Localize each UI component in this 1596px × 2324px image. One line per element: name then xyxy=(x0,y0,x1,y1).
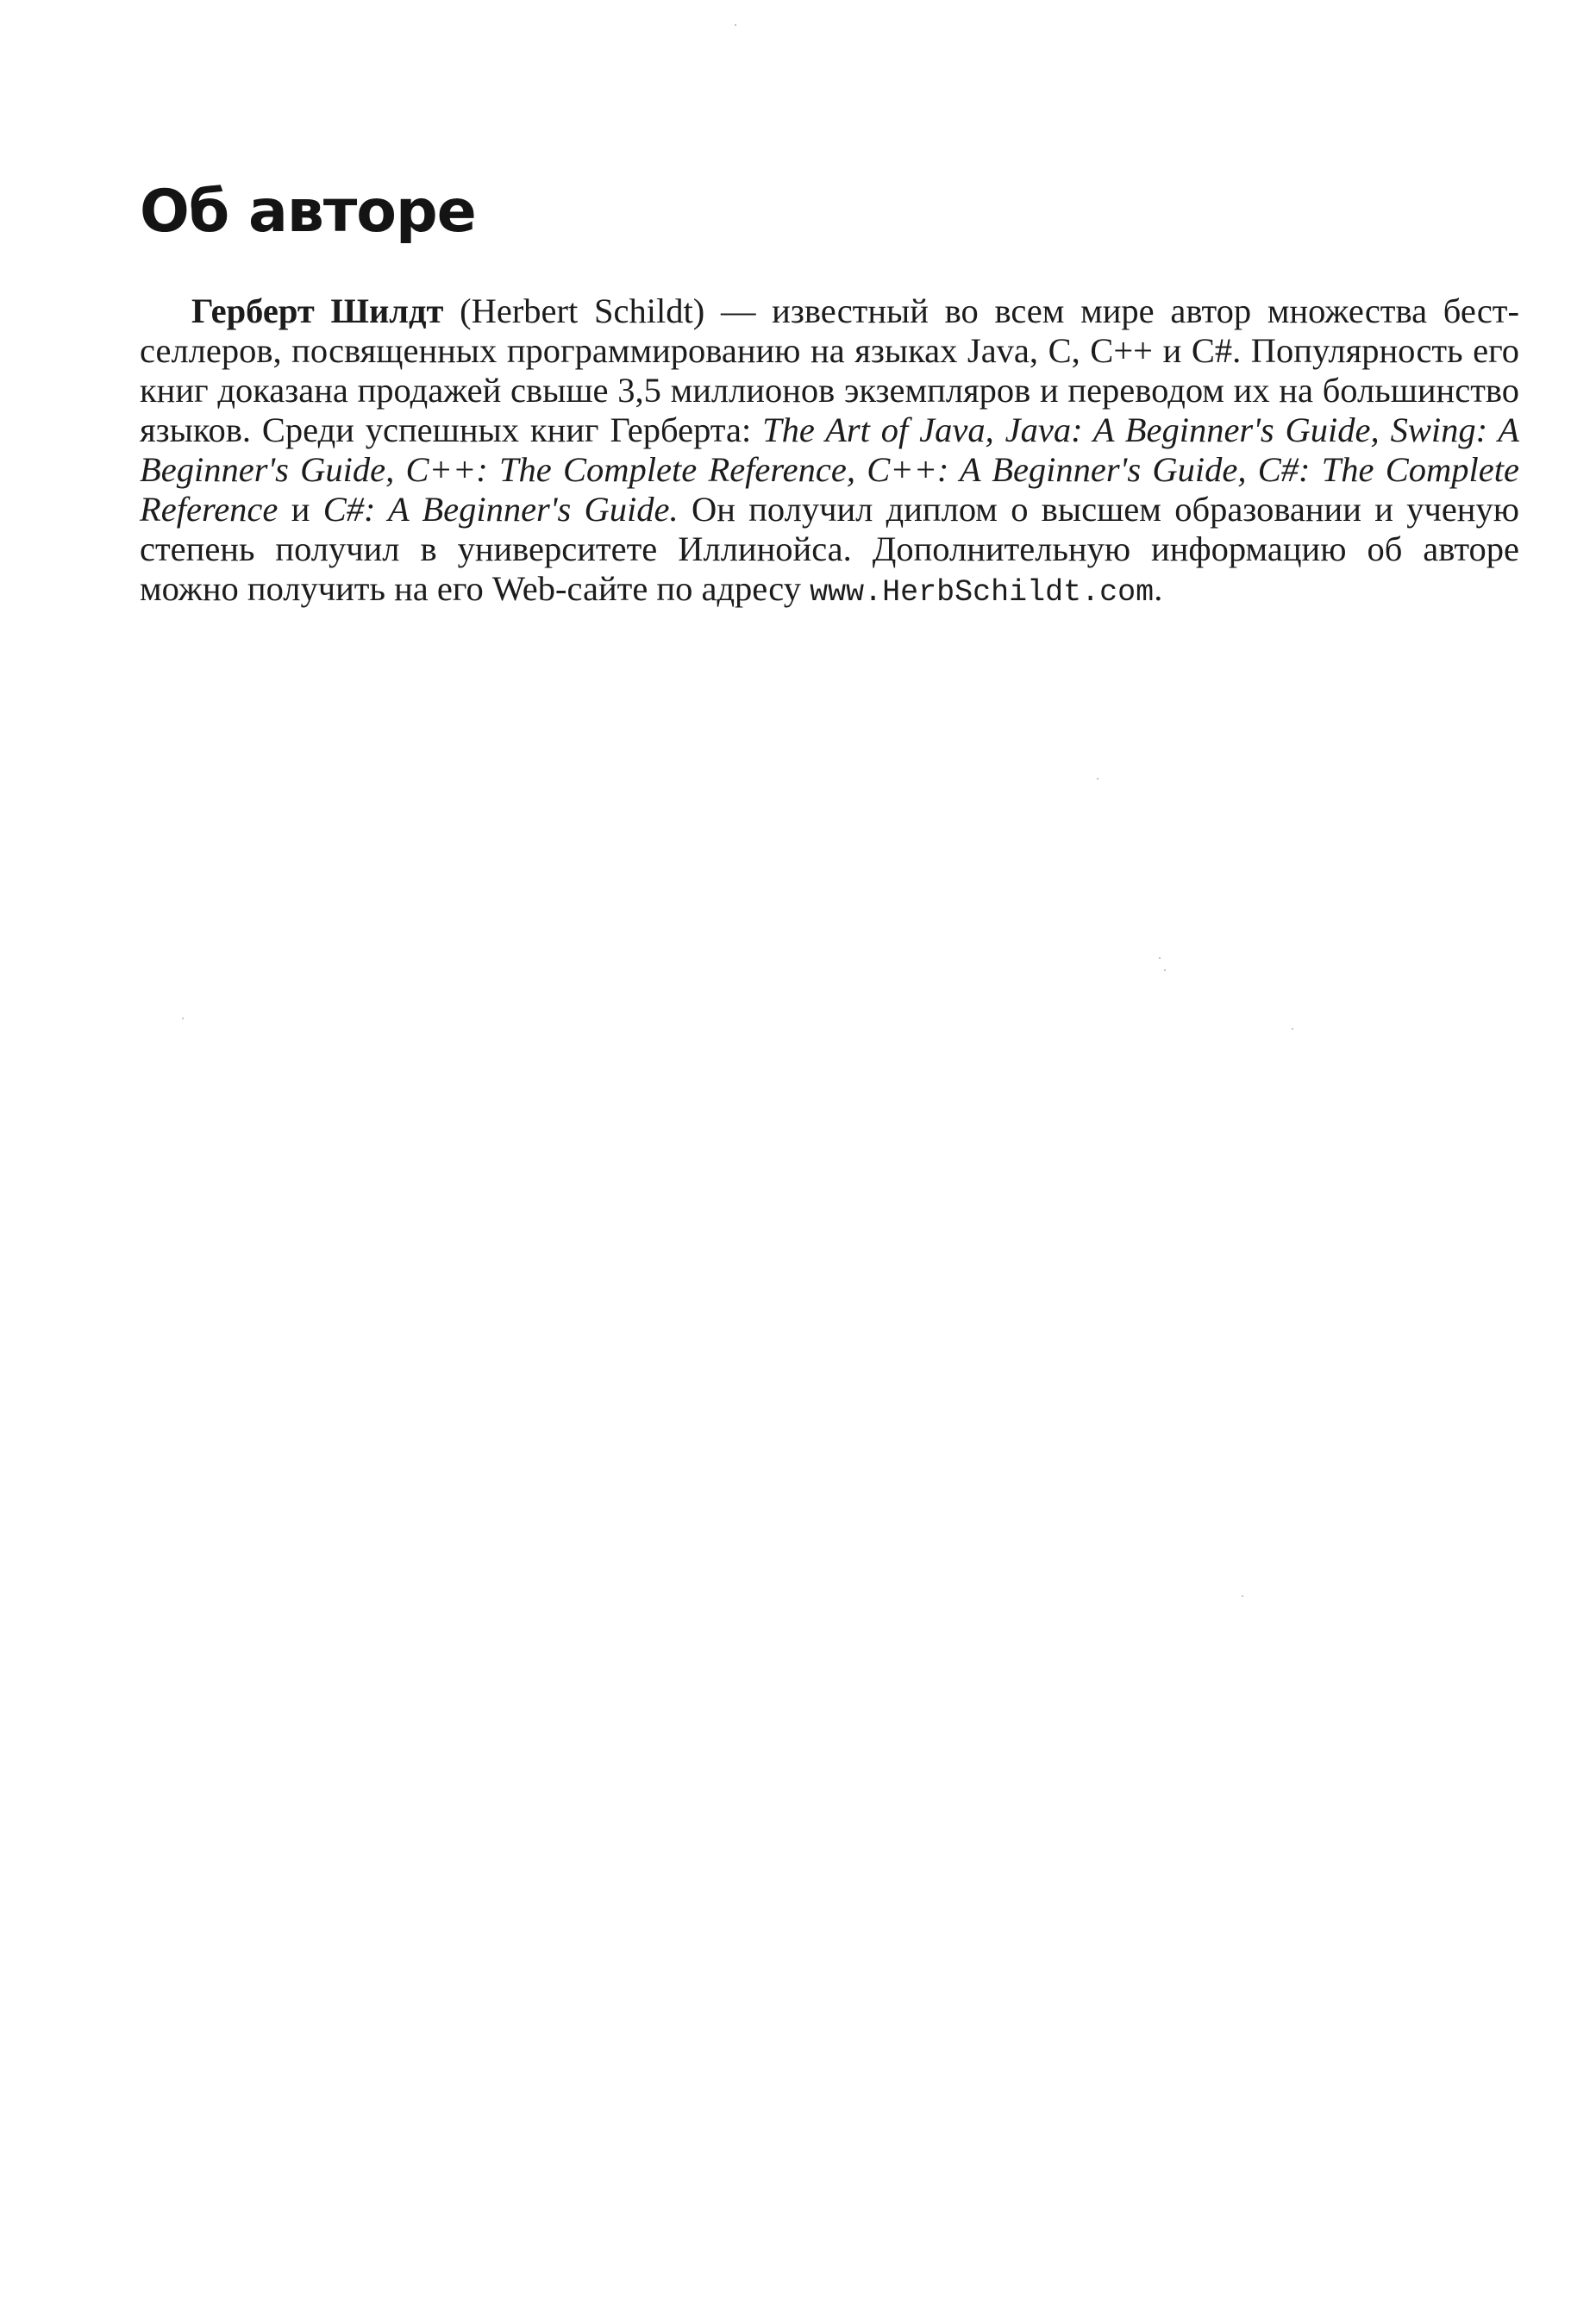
scan-speck xyxy=(1242,1595,1243,1597)
book-titles-2: C#: A Beginner's Guide. xyxy=(322,490,679,529)
scan-speck xyxy=(735,24,736,26)
bio-text-3: Он получил диплом о высшем образовании и ученую степень получил в университете Иллинойса. Дополнительную информацию об авторе можно получить на его Web-сайте по адресу xyxy=(140,490,1519,608)
bio-text-2: и xyxy=(278,490,323,529)
author-bio-paragraph xyxy=(140,291,1519,612)
page-heading: Об авторе xyxy=(140,178,476,246)
scan-speck xyxy=(1159,957,1161,959)
scan-speck xyxy=(182,1018,184,1019)
scan-speck xyxy=(1097,778,1098,780)
website-link[interactable]: www.HerbSchildt.com xyxy=(810,575,1155,610)
bio-text-4: . xyxy=(1154,569,1163,608)
author-name: Герберт Шилдт xyxy=(191,291,444,330)
scan-speck xyxy=(1292,1028,1293,1030)
scan-speck xyxy=(1164,969,1166,971)
book-titles-1: The Art of Java, Java: A Beginner's Guide, Swing: A Beginner's Guide, C++: The Complete Reference, C++: A Beginner's Guide, C#: The Complete Reference xyxy=(140,410,1519,529)
bio-text-1: (Herbert Schildt) — известный во всем мире автор множества бестселлеров, посвященных программированию на языках Java, С, С++ и С#. Популярность его книг доказана продажей свыше 3,5 миллионов экземпляров и переводом их на большинство языков. Среди успешных книг Герберта: xyxy=(140,291,1520,449)
